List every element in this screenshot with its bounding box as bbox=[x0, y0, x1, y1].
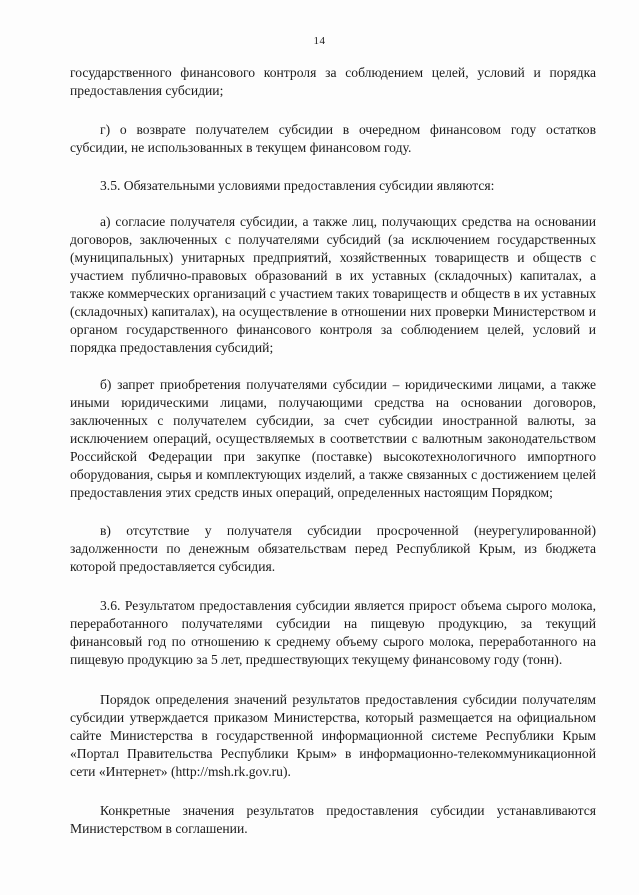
paragraph-section-3-6: 3.6. Результатом предоставления субсидии является прирост объема сырого молока, переработанного получателями субсидии на пищевую продукцию, за текущий финансовый год по отношению к среднему объему сырого молока, переработанного на пищевую продукцию за 5 лет, предшествующих текущему финансовому году (тонн). bbox=[70, 598, 596, 667]
paragraph-item-a: а) согласие получателя субсидии, а также лиц, получающих средства на основании договоров, заключенных с получателями субсидий (за исключением государственных (муниципальных) унитарных предприятий, хозяйственных товариществ и обществ с участием публично-правовых образований в их уставных (складочных) капиталах, а также коммерческих организаций с участием таких товариществ и обществ в их уставных (складочных) капиталах), на осуществление в отношении них проверки Министерством и органом государственного финансового контроля за соблюдением целей, условий и порядка предоставления субсидий; bbox=[70, 214, 596, 355]
paragraph-item-g: г) о возврате получателем субсидии в очередном финансовом году остатков субсидии, не использованных в текущем финансовом году. bbox=[70, 122, 596, 155]
document-body bbox=[70, 64, 596, 838]
paragraph-section-3-5: 3.5. Обязательными условиями предоставления субсидии являются: bbox=[100, 178, 495, 193]
paragraph-continuation: государственного финансового контроля за соблюдением целей, условий и порядка предоставления субсидии; bbox=[70, 65, 596, 98]
paragraph-item-b: б) запрет приобретения получателями субсидии – юридическими лицами, а также иными юридическими лицами, получающими средства на основании договоров, заключенных с получателем субсидии, за счет субсидии иностранной валюты, за исключением операций, осуществляемых в соответствии с валютным законодательством Российской Федерации при закупке (поставке) высокотехнологичного импортного оборудования, сырья и комплектующих изделий, а также связанных с достижением целей предоставления этих средств иных операций, определенных настоящим Порядком; bbox=[70, 377, 596, 500]
paragraph-item-v: в) отсутствие у получателя субсидии просроченной (неурегулированной) задолженности по денежным обязательствам перед Республикой Крым, из бюджета которой предоставляется субсидия. bbox=[70, 523, 596, 574]
paragraph-results-procedure: Порядок определения значений результатов предоставления субсидии получателям субсидии утверждается приказом Министерства, который размещается на официальном сайте Министерства в государственной информационной системе Республики Крым «Портал Правительства Республики Крым» в информационно-телекоммуникационной сети «Интернет» (http://msh.rk.gov.ru). bbox=[70, 692, 596, 779]
page-number: 14 bbox=[313, 35, 326, 47]
paragraph-results-values: Конкретные значения результатов предоставления субсидии устанавливаются Министерством в соглашении. bbox=[70, 803, 596, 836]
